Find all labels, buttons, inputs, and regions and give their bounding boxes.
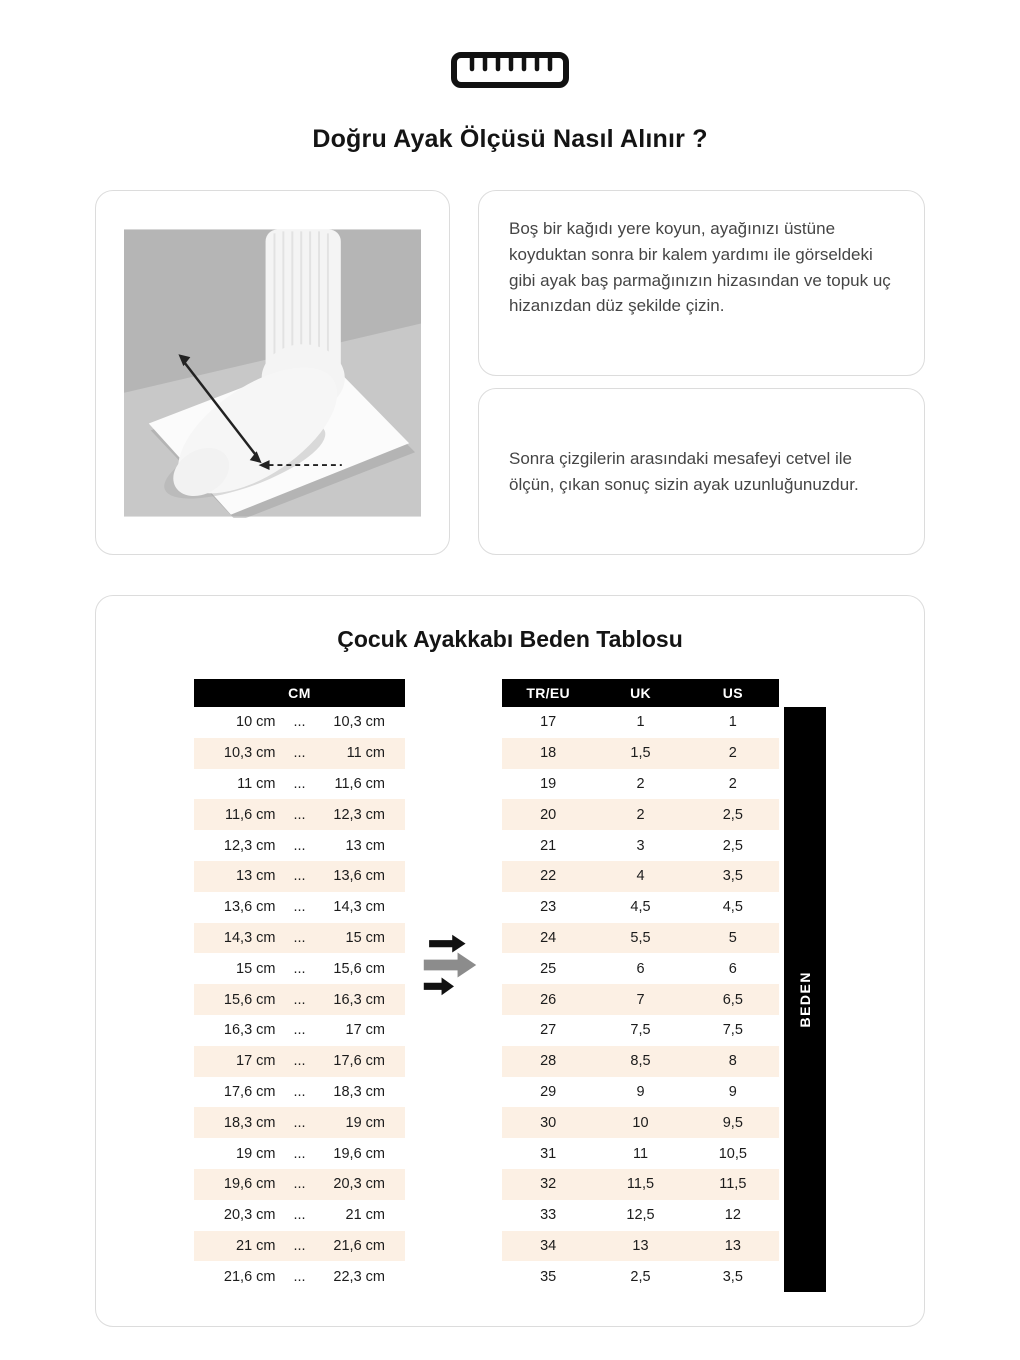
size-table-title: Çocuk Ayakkabı Beden Tablosu [337, 626, 683, 652]
size-cell-tr-eu: 19 [540, 775, 557, 792]
size-cell-us: 2,5 [722, 806, 743, 823]
size-cell-uk: 3 [636, 837, 645, 854]
cm-range-from: 21 cm [236, 1237, 276, 1254]
cm-table-row [194, 1200, 405, 1231]
cm-table-row [194, 1261, 405, 1292]
cm-table-row [194, 923, 405, 954]
size-cell-tr-eu: 18 [540, 745, 557, 762]
size-table-header [502, 679, 779, 707]
size-table-row [502, 923, 779, 954]
size-cell-tr-eu: 24 [540, 929, 557, 946]
size-cell-us: 12 [724, 1207, 741, 1224]
size-cell-us: 8 [728, 1053, 737, 1070]
size-cell-uk: 11,5 [626, 1176, 655, 1193]
size-table-row [502, 892, 779, 923]
size-cell-tr-eu: 26 [540, 991, 557, 1008]
cm-table-row [194, 738, 405, 769]
foot-on-paper-photo [124, 228, 421, 518]
size-table-row [502, 769, 779, 800]
size-tables-row [96, 679, 924, 1292]
cm-table-row [194, 1077, 405, 1108]
cm-range-to: 17,6 cm [333, 1053, 385, 1070]
cm-range-to: 11,6 cm [334, 775, 385, 792]
instructions-section [95, 190, 925, 555]
size-table-row [502, 953, 779, 984]
size-cell-us: 3,5 [722, 868, 743, 885]
cm-range-to: 21 cm [345, 1207, 385, 1224]
size-table-row [502, 1200, 779, 1231]
size-cell-tr-eu: 17 [540, 714, 557, 731]
size-table-row [502, 1046, 779, 1077]
cm-range-from: 17,6 cm [223, 1083, 276, 1100]
cm-range-separator: ... [293, 1237, 306, 1254]
size-table-row [502, 1015, 779, 1046]
size-cell-tr-eu: 32 [540, 1176, 557, 1193]
size-table-row [502, 799, 779, 830]
cm-range-to: 10,3 cm [333, 714, 385, 731]
cm-range-from: 10,3 cm [223, 745, 276, 762]
size-cell-uk: 2 [636, 775, 645, 792]
size-table-row [502, 1107, 779, 1138]
size-cell-us: 5 [728, 929, 737, 946]
size-table-row [502, 1077, 779, 1108]
size-cell-uk: 12,5 [626, 1207, 655, 1224]
size-cell-us: 9,5 [722, 1114, 743, 1131]
cm-range-separator: ... [293, 1053, 306, 1070]
cm-range-separator: ... [293, 991, 306, 1008]
cm-range-to: 13 cm [345, 837, 385, 854]
cm-range-separator: ... [293, 1083, 306, 1100]
cm-table-body [194, 707, 405, 1292]
size-cell-tr-eu: 33 [540, 1207, 557, 1224]
page-title: Doğru Ayak Ölçüsü Nasıl Alınır ? [312, 125, 708, 153]
size-cell-tr-eu: 30 [540, 1114, 557, 1131]
cm-range-separator: ... [293, 837, 306, 854]
cm-range-from: 12,3 cm [223, 837, 276, 854]
cm-range-to: 19 cm [345, 1114, 385, 1131]
cm-range-from: 19 cm [236, 1145, 276, 1162]
cm-table-row [194, 1015, 405, 1046]
size-conversion-table [502, 679, 779, 1292]
cm-range-separator: ... [293, 1022, 306, 1039]
cm-range-separator: ... [293, 1207, 306, 1224]
size-cell-us: 6,5 [722, 991, 743, 1008]
size-cell-us: 2 [728, 775, 737, 792]
cm-range-to: 22,3 cm [333, 1268, 385, 1285]
size-cell-us: 7,5 [722, 1022, 743, 1039]
size-cell-uk: 9 [636, 1083, 645, 1100]
cm-table [194, 679, 405, 1292]
cm-table-row [194, 1138, 405, 1169]
size-header-tr-eu: TR/EU [526, 685, 570, 701]
size-cell-tr-eu: 31 [540, 1145, 557, 1162]
size-table-row [502, 1169, 779, 1200]
size-table-row [502, 984, 779, 1015]
size-cell-us: 4,5 [722, 899, 743, 916]
size-cell-uk: 2 [636, 806, 645, 823]
cm-range-to: 16,3 cm [333, 991, 385, 1008]
cm-range-to: 12,3 cm [333, 806, 385, 823]
cm-range-separator: ... [293, 1268, 306, 1285]
cm-range-from: 16,3 cm [223, 1022, 276, 1039]
size-cell-tr-eu: 29 [540, 1083, 557, 1100]
size-header-us: US [722, 685, 743, 701]
arrows-right-icon [422, 931, 486, 999]
size-cell-tr-eu: 20 [540, 806, 557, 823]
instruction-step-1 [478, 190, 925, 376]
instruction-steps [478, 190, 925, 555]
cm-table-row [194, 1107, 405, 1138]
ruler-icon [450, 50, 570, 90]
size-cell-tr-eu: 23 [540, 899, 557, 916]
instruction-step-2-text: Sonra çizgilerin arasındaki mesafeyi cetvel ile ölçün, çıkan sonuç sizin ayak uzunluğunuzdur. [509, 448, 859, 494]
size-cell-uk: 4 [636, 868, 645, 885]
size-cell-uk: 13 [632, 1237, 649, 1254]
cm-range-separator: ... [293, 806, 306, 823]
size-table-row [502, 1261, 779, 1292]
size-cell-uk: 7 [636, 991, 645, 1008]
size-cell-tr-eu: 35 [540, 1268, 557, 1285]
size-cell-uk: 8,5 [630, 1053, 651, 1070]
cm-range-to: 13,6 cm [333, 868, 385, 885]
cm-table-row [194, 953, 405, 984]
size-cell-uk: 1 [636, 714, 645, 731]
cm-table-row [194, 1169, 405, 1200]
cm-table-row [194, 984, 405, 1015]
header-icon-wrap [0, 0, 1020, 95]
size-cell-tr-eu: 27 [540, 1022, 557, 1039]
cm-range-separator: ... [293, 868, 306, 885]
cm-range-from: 13 cm [236, 868, 276, 885]
size-cell-tr-eu: 21 [540, 837, 557, 854]
size-cell-uk: 6 [636, 960, 645, 977]
cm-range-to: 15 cm [345, 929, 385, 946]
size-cell-tr-eu: 28 [540, 1053, 557, 1070]
cm-range-from: 18,3 cm [223, 1114, 276, 1131]
cm-range-separator: ... [293, 1145, 306, 1162]
cm-table-row [194, 1231, 405, 1262]
cm-range-to: 14,3 cm [333, 899, 385, 916]
cm-range-to: 19,6 cm [333, 1145, 385, 1162]
size-table-row [502, 1231, 779, 1262]
cm-table-row [194, 861, 405, 892]
cm-table-row [194, 830, 405, 861]
size-cell-uk: 5,5 [630, 929, 651, 946]
cm-range-to: 18,3 cm [333, 1083, 385, 1100]
cm-range-from: 21,6 cm [223, 1268, 276, 1285]
cm-range-from: 13,6 cm [223, 899, 276, 916]
cm-range-separator: ... [293, 929, 306, 946]
cm-range-separator: ... [293, 745, 306, 762]
size-table-row [502, 707, 779, 738]
size-cell-us: 1 [728, 714, 737, 731]
cm-range-from: 19,6 cm [223, 1176, 276, 1193]
size-cell-uk: 2,5 [630, 1268, 651, 1285]
cm-range-separator: ... [293, 899, 306, 916]
cm-range-to: 21,6 cm [333, 1237, 385, 1254]
instruction-step-1-text: Boş bir kağıdı yere koyun, ayağınızı üstüne koyduktan sonra bir kalem yardımı ile görseldeki gibi ayak baş parmağınızın hizasından ve topuk uç hizanızdan düz şekilde çizin. [509, 219, 891, 316]
cm-range-from: 15 cm [236, 960, 276, 977]
beden-label: BEDEN [797, 971, 813, 1028]
size-cell-tr-eu: 22 [540, 868, 557, 885]
cm-range-to: 15,6 cm [333, 960, 385, 977]
size-cell-tr-eu: 25 [540, 960, 557, 977]
size-cell-uk: 11 [632, 1145, 649, 1162]
size-table-row [502, 1138, 779, 1169]
size-cell-uk: 4,5 [630, 899, 651, 916]
cm-table-row [194, 707, 405, 738]
size-cell-tr-eu: 34 [540, 1237, 557, 1254]
cm-table-row [194, 1046, 405, 1077]
size-cell-uk: 10 [632, 1114, 649, 1131]
size-cell-us: 2,5 [722, 837, 743, 854]
cm-range-to: 11 cm [346, 745, 385, 762]
cm-range-from: 17 cm [236, 1053, 276, 1070]
size-header-uk: UK [630, 685, 651, 701]
cm-range-separator: ... [293, 1114, 306, 1131]
instruction-step-2 [478, 388, 925, 555]
cm-range-from: 11 cm [237, 775, 276, 792]
cm-range-from: 15,6 cm [223, 991, 276, 1008]
size-cell-us: 6 [728, 960, 737, 977]
cm-range-from: 11,6 cm [224, 806, 276, 823]
size-cell-us: 10,5 [718, 1145, 747, 1162]
size-table-body [502, 707, 779, 1292]
cm-range-from: 14,3 cm [223, 929, 276, 946]
size-table-row [502, 738, 779, 769]
size-cell-us: 3,5 [722, 1268, 743, 1285]
size-cell-uk: 7,5 [630, 1022, 651, 1039]
cm-range-to: 17 cm [345, 1022, 385, 1039]
size-cell-us: 13 [724, 1237, 741, 1254]
size-cell-uk: 1,5 [630, 745, 651, 762]
cm-table-row [194, 892, 405, 923]
conversion-arrows-zone [405, 931, 502, 999]
size-cell-us: 2 [728, 745, 737, 762]
cm-table-row [194, 769, 405, 800]
foot-measure-photo-card [95, 190, 450, 555]
cm-range-separator: ... [293, 1176, 306, 1193]
size-cell-us: 9 [728, 1083, 737, 1100]
cm-range-from: 10 cm [236, 714, 276, 731]
size-table-row [502, 830, 779, 861]
cm-range-from: 20,3 cm [223, 1207, 276, 1224]
size-cell-us: 11,5 [719, 1176, 747, 1193]
size-table-row [502, 861, 779, 892]
cm-range-separator: ... [293, 714, 306, 731]
cm-table-header: CM [194, 679, 405, 707]
beden-sidebar [784, 707, 826, 1292]
cm-table-row [194, 799, 405, 830]
cm-range-separator: ... [293, 960, 306, 977]
cm-range-to: 20,3 cm [333, 1176, 385, 1193]
cm-range-separator: ... [293, 775, 306, 792]
size-table-card [95, 595, 925, 1327]
